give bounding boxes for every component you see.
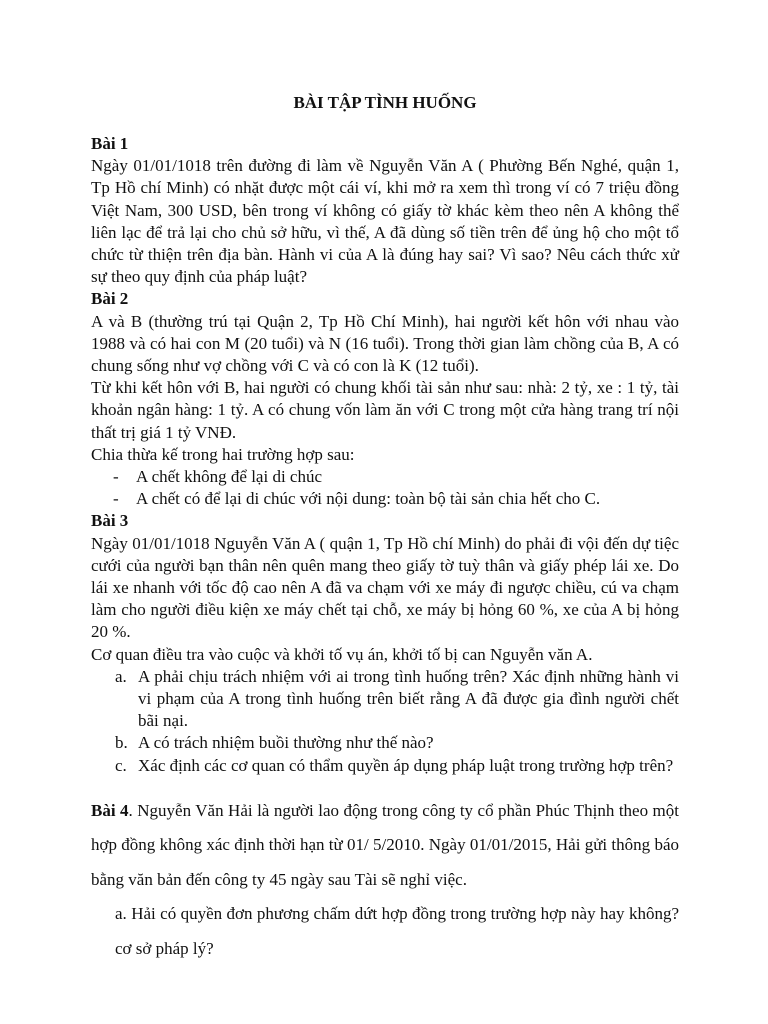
list-letter-marker: a. xyxy=(115,666,127,686)
exercise-2-paragraph-2: Từ khi kết hôn với B, hai người có chung khối tài sản như sau: nhà: 2 tỷ, xe : 1 tỷ, tài khoản ngân hàng: 1 tỷ. A có chung vốn làm ăn với C trong một cửa hàng trang trí nội thất trị giá 1 tỷ VNĐ. xyxy=(91,378,679,442)
exercise-4-text xyxy=(91,794,679,898)
exercise-2 xyxy=(91,288,679,510)
list-letter-marker: c. xyxy=(115,755,127,775)
exercise-1-heading: Bài 1 xyxy=(91,134,129,153)
list-item xyxy=(91,666,679,733)
list-dash-marker: - xyxy=(113,467,119,487)
list-item xyxy=(91,732,679,754)
exercise-2-heading: Bài 2 xyxy=(91,289,129,309)
exercise-2-case-list xyxy=(91,466,679,510)
list-item xyxy=(91,488,679,510)
exercise-3-heading: Bài 3 xyxy=(91,511,129,531)
list-item xyxy=(91,466,679,488)
list-item-text: A chết không để lại di chúc xyxy=(136,467,323,487)
list-dash-marker: - xyxy=(113,489,119,509)
exercise-4-question-a: a. Hải có quyền đơn phương chấm dứt hợp đồng trong trường hợp này hay không? cơ sở pháp lý? xyxy=(115,904,679,958)
list-item-text: A có trách nhiệm buồi thường như thế nào? xyxy=(138,733,434,753)
document-body xyxy=(91,133,679,966)
list-item-text: A phải chịu trách nhiệm với ai trong tình huống trên? Xác định những hành vi vi phạm của A trong tình huống trên biết rằng A đã được gia đình người chết bãi nại. xyxy=(138,666,679,731)
exercise-3 xyxy=(91,510,679,776)
document-title: BÀI TẬP TÌNH HUỐNG xyxy=(293,93,477,112)
list-item xyxy=(91,755,679,777)
exercise-3-question-list xyxy=(91,666,679,777)
list-item-text: Xác định các cơ quan có thẩm quyền áp dụng pháp luật trong trường hợp trên? xyxy=(138,755,674,775)
exercise-1-text: Ngày 01/01/1018 trên đường đi làm về Nguyễn Văn A ( Phường Bến Nghé, quận 1, Tp Hồ chí Minh) có nhặt được một cái ví, khi mở ra xem thì trong ví có 7 triệu đồng Việt Nam, 300 USD, bên trong ví không có giấy tờ khác kèm theo nên A không thể liên lạc để trả lại cho chủ sở hữu, vì thế, A đã dùng số tiền trên để ủng hộ cho một tổ chức từ thiện trên địa bàn. Hành vi của A là đúng hay sai? Vì sao? Nêu cách thức xử sự theo quy định của pháp luật? xyxy=(91,156,679,287)
exercise-2-paragraph-1: A và B (thường trú tại Quận 2, Tp Hồ Chí Minh), hai người kết hôn với nhau vào 1988 và có hai con M (20 tuổi) và N (16 tuổi). Trong thời gian làm chồng của B, A có chung sống như vợ chồng với C và có con là K (12 tuổi). xyxy=(91,311,679,376)
exercise-1 xyxy=(91,133,679,288)
list-letter-marker: b. xyxy=(115,733,128,753)
exercise-2-paragraph-3: Chia thừa kế trong hai trường hợp sau: xyxy=(91,444,355,464)
exercise-4 xyxy=(91,794,679,967)
list-item-text: A chết có để lại di chúc với nội dung: toàn bộ tài sản chia hết cho C. xyxy=(136,489,601,509)
exercise-3-paragraph-2: Cơ quan điều tra vào cuộc và khởi tố vụ án, khởi tố bị can Nguyễn văn A. xyxy=(91,644,593,664)
exercise-4-heading: Bài 4 xyxy=(91,800,129,820)
exercise-3-paragraph-1: Ngày 01/01/1018 Nguyễn Văn A ( quận 1, Tp Hồ chí Minh) do phải đi vội đến dự tiệc cưới của người bạn thân nên quên mang theo giấy tờ tuỳ thân và giấy phép lái xe. Do lái xe nhanh với tốc độ cao nên A đã va chạm với xe máy đi ngược chiều, cú va chạm làm cho người điều kiện xe máy chết tại chỗ, xe máy bị hỏng 60 %, xe của A bị hỏng 20 %. xyxy=(91,533,679,642)
exercise-4-body: . Nguyễn Văn Hải là người lao động trong công ty cổ phần Phúc Thịnh theo một hợp đồng không xác định thời hạn từ 01/ 5/2010. Ngày 01/01/2015, Hải gửi thông báo bằng văn bản đến công ty 45 ngày sau Tài sẽ nghỉ việc. xyxy=(91,800,680,889)
